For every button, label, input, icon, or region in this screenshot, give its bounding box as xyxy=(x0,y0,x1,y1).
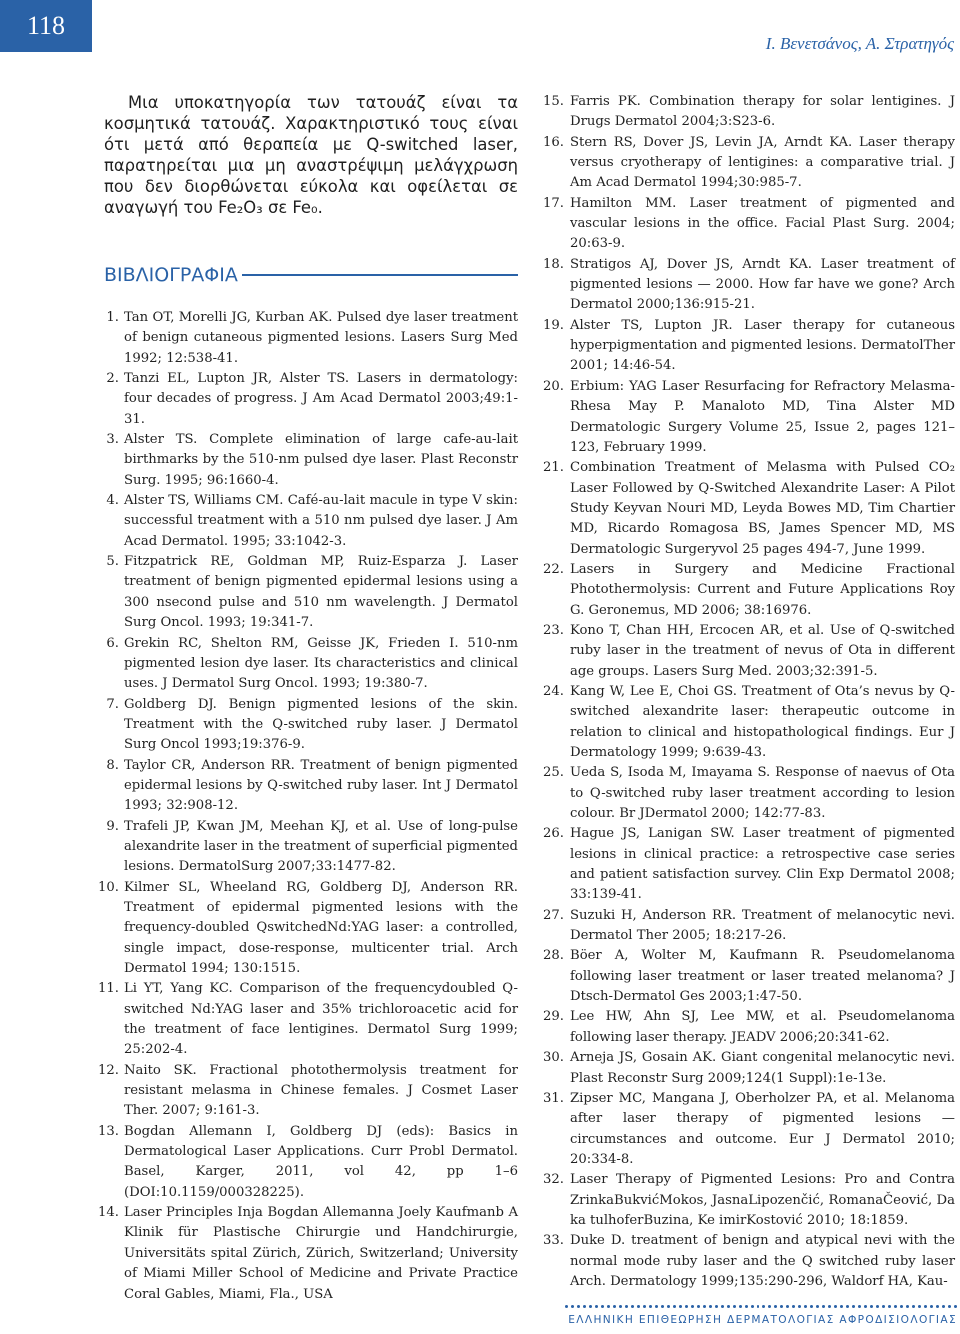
reference-text: Laser Therapy of Pigmented Lesions: Pro and Contra ZrinkaBukvićMokos, JasnaLipozenčić, RomanaČeović, Da ka tulhoferBuzina, Ke imirKostović 2010; 18:1859. xyxy=(570,1172,955,1228)
reference-text: Ueda S, Isoda M, Imayama S. Response of naevus of Ota to Q-switched ruby laser treatment according to lesion colour. Br JDermatol 2000; 142:77-83. xyxy=(570,765,955,822)
left-column xyxy=(98,92,518,1305)
reference-text: Stratigos AJ, Dover JS, Arndt KA. Laser treatment of pigmented lesions — 2000. How far have we gone? Arch Dermatol 2000;136:915-21. xyxy=(570,256,955,313)
reference-item xyxy=(543,621,955,682)
footer-dot xyxy=(918,1305,921,1308)
reference-number: 24. xyxy=(543,683,564,699)
reference-item xyxy=(543,824,955,905)
reference-text: Naito SK. Fractional photothermolysis treatment for resistant melasma in Chinese females. J Cosmet Laser Ther. 2007; 9:161-3. xyxy=(124,1062,518,1119)
reference-text: Stern RS, Dover JS, Levin JA, Arndt KA. Laser therapy versus cryotherapy of lentigines: a comparative trial. J Am Acad Dermatol 1994;30:985-7. xyxy=(570,134,955,191)
footer xyxy=(565,1305,957,1326)
reference-item xyxy=(543,255,955,316)
footer-dot xyxy=(924,1305,927,1308)
reference-item xyxy=(98,1061,518,1122)
reference-number: 28. xyxy=(543,948,564,964)
reference-item xyxy=(543,316,955,377)
reference-item xyxy=(543,906,955,947)
reference-text: Tan OT, Morelli JG, Kurban AK. Pulsed dye laser treatment of benign cutaneous pigmented lesions. Lasers Surg Med 1992; 12:538-41. xyxy=(124,310,518,366)
reference-item xyxy=(104,756,518,817)
footer-dot xyxy=(840,1305,843,1308)
footer-dot xyxy=(721,1305,724,1308)
reference-item xyxy=(543,377,955,458)
footer-dot xyxy=(942,1305,945,1308)
reference-text: Alster TS, Williams CM. Café-au-lait macule in type V skin: successful treatment with a 510 nm pulsed dye laser. J Am Acad Dermatol. 1995; 33:1042-3. xyxy=(124,493,518,549)
reference-item xyxy=(543,946,955,1007)
footer-dot xyxy=(655,1305,658,1308)
reference-text: Duke D. treatment of benign and atypical nevi with the normal mode ruby laser and the Q switched ruby laser Arch. Dermatology 1999;135:290-296, Waldorf HA, Kau- xyxy=(570,1233,955,1289)
reference-text: Trafeli JP, Kwan JM, Meehan KJ, et al. Use of long-pulse alexandrite laser in the treatment of superficial pigmented lesions. DermatolSurg 2007;33:1477-82. xyxy=(124,818,518,875)
footer-dot xyxy=(571,1305,574,1308)
section-heading xyxy=(104,264,518,286)
reference-text: Farris PK. Combination therapy for solar lentigines. J Drugs Dermatol 2004;3:S23-6. xyxy=(570,94,955,130)
reference-number: 27. xyxy=(543,907,564,923)
footer-dot xyxy=(691,1305,694,1308)
intro-paragraph: Μια υποκατηγορία των τατουάζ είναι τα κοσμητικά τατουάζ. Χαρακτηριστικό τους είναι ότι μετά από θεραπεία με Q-switched laser, παρατηρείται μια μη αναστρέψιμη μελάγχρωση που δεν διορθώνεται εύκολα και οφείλεται σε αναγωγή του Fe₂O₃ σε Fe₀. xyxy=(104,93,518,217)
reference-item xyxy=(104,308,518,369)
footer-dot xyxy=(697,1305,700,1308)
footer-dot xyxy=(643,1305,646,1308)
footer-dot xyxy=(822,1305,825,1308)
reference-item xyxy=(543,682,955,763)
footer-dot xyxy=(762,1305,765,1308)
footer-dot xyxy=(583,1305,586,1308)
footer-dot xyxy=(757,1305,760,1308)
reference-item xyxy=(104,695,518,756)
reference-number: 23. xyxy=(543,622,564,638)
reference-number: 26. xyxy=(543,826,564,842)
footer-dot xyxy=(846,1305,849,1308)
footer-dot xyxy=(619,1305,622,1308)
footer-dot xyxy=(876,1305,879,1308)
page-number-box xyxy=(0,0,92,52)
reference-text: Fitzpatrick RE, Goldman MP, Ruiz-Esparza J. Laser treatment of benign pigmented epidermal lesions using a 300 nsecond pulse and 510 nm wavelength. J Dermatol Surg Oncol. 1993; 19:341-7. xyxy=(124,554,518,631)
reference-item xyxy=(98,979,518,1060)
reference-item xyxy=(543,1007,955,1048)
footer-dot xyxy=(679,1305,682,1308)
reference-item xyxy=(543,194,955,255)
reference-item xyxy=(543,1089,955,1170)
reference-item xyxy=(543,560,955,621)
reference-number: 14. xyxy=(98,1205,119,1221)
reference-list-right xyxy=(543,92,955,1292)
reference-item xyxy=(543,458,955,560)
reference-number: 30. xyxy=(543,1050,564,1066)
footer-dot xyxy=(565,1305,568,1308)
reference-text: Lee HW, Ahn SJ, Lee MW, et al. Pseudomelanoma following laser therapy. JEADV 2006;20:341-62. xyxy=(570,1009,955,1045)
reference-text: Alster TS. Complete elimination of large cafe-au-lait birthmarks by the 510-nm pulsed dye laser. Plast Reconstr Surg. 1995; 96:1660-4. xyxy=(124,432,518,488)
footer-dot xyxy=(625,1305,628,1308)
reference-number: 19. xyxy=(543,317,564,333)
footer-dot xyxy=(768,1305,771,1308)
footer-dot xyxy=(607,1305,610,1308)
reference-number: 29. xyxy=(543,1009,564,1025)
reference-text: Tanzi EL, Lupton JR, Alster TS. Lasers in dermatology: four decades of progress. J Am Acad Dermatol 2003;49:1-31. xyxy=(124,371,518,427)
footer-dot xyxy=(589,1305,592,1308)
reference-text: Arneja JS, Gosain AK. Giant congenital melanocytic nevi. Plast Reconstr Surg 2009;124(1 Suppl):1e-13e. xyxy=(570,1050,955,1086)
footer-dot xyxy=(780,1305,783,1308)
reference-item xyxy=(543,133,955,194)
reference-number: 17. xyxy=(543,195,564,211)
footer-dot xyxy=(816,1305,819,1308)
footer-dot xyxy=(613,1305,616,1308)
reference-item xyxy=(543,1048,955,1089)
reference-number: 22. xyxy=(543,561,564,577)
reference-text: Lasers in Surgery and Medicine Fractional Photothermolysis: Current and Future Applications Roy G. Geronemus, MD 2006; 38:16976. xyxy=(570,561,955,618)
reference-text: Taylor CR, Anderson RR. Treatment of benign pigmented epidermal lesions by Q-switched ruby laser. Int J Dermatol 1993; 32:908-12. xyxy=(124,757,518,814)
footer-dot xyxy=(745,1305,748,1308)
footer-dot xyxy=(792,1305,795,1308)
footer-dot xyxy=(894,1305,897,1308)
reference-number: 15. xyxy=(543,94,564,109)
reference-item xyxy=(104,634,518,695)
footer-dot xyxy=(834,1305,837,1308)
reference-item xyxy=(543,1231,955,1292)
footer-dot xyxy=(685,1305,688,1308)
reference-text: Goldberg DJ. Benign pigmented lesions of the skin. Treatment with the Q-switched ruby laser. J Dermatol Surg Oncol 1993;19:376-9. xyxy=(124,696,518,753)
footer-dot xyxy=(667,1305,670,1308)
footer-dot xyxy=(631,1305,634,1308)
footer-dot xyxy=(649,1305,652,1308)
footer-journal-title: ΕΛΛΗΝΙΚΗ ΕΠΙΘΕΩΡΗΣΗ ΔΕΡΜΑΤΟΛΟΓΙΑΣ ΑΦΡΟΔΙΣΙΟΛΟΓΙΑΣ xyxy=(568,1314,957,1326)
footer-dot xyxy=(637,1305,640,1308)
footer-dot xyxy=(577,1305,580,1308)
reference-text: Erbium: YAG Laser Resurfacing for Refractory Melasma-Rhesa May P. Manaloto MD, Tina Alster MD Dermatologic Surgery Volume 25, Issue 2, pages 121–123, February 1999. xyxy=(570,378,955,455)
section-rule xyxy=(242,274,518,276)
reference-item xyxy=(543,92,955,133)
reference-text: Hague JS, Lanigan SW. Laser treatment of pigmented lesions in clinical practice: a retrospective case series and patient satisfaction survey. Clin Exp Dermatol 2008; 33:139-41. xyxy=(570,826,955,903)
page-number: 118 xyxy=(26,11,66,40)
reference-text: Laser Principles Inja Bogdan Allemanna Joely Kaufmanb A Klinik für Plastische Chirurgie und Handchirurgie, Universitäts spital Zürich, Zürich, Switzerland; University of Miami Miller School of Medicine and Private Practice Coral Gables, Miami, Fla., USA xyxy=(124,1205,518,1302)
footer-dot xyxy=(673,1305,676,1308)
footer-dot xyxy=(948,1305,951,1308)
footer-dot xyxy=(936,1305,939,1308)
reference-number: 3. xyxy=(106,432,119,448)
reference-item xyxy=(98,878,518,980)
footer-dot xyxy=(810,1305,813,1308)
footer-dot xyxy=(906,1305,909,1308)
footer-dot xyxy=(930,1305,933,1308)
footer-dot xyxy=(774,1305,777,1308)
footer-dot xyxy=(661,1305,664,1308)
footer-dot xyxy=(870,1305,873,1308)
reference-text: Kang W, Lee E, Choi GS. Treatment of Ota’s nevus by Q-switched alexandrite laser: therapeutic outcome in relation to clinical and histopathological findings. Eur J Dermatology 1999; 9:639-43. xyxy=(570,683,955,760)
reference-number: 18. xyxy=(543,256,564,272)
reference-text: Kilmer SL, Wheeland RG, Goldberg DJ, Anderson RR. Treatment of epidermal pigmented lesions with the frequency-doubled QswitchedNd:YAG laser: a controlled, single impact, dose-response, multicenter trial. Arch Dermatol 1994; 130:1515. xyxy=(124,879,518,976)
section-title: ΒΙΒΛΙΟΓΡΑΦΙΑ xyxy=(104,264,238,286)
reference-text: Grekin RC, Shelton RM, Geisse JK, Frieden I. 510-nm pigmented lesion dye laser. Its characteristics and clinical uses. J Dermatol Surg Oncol. 1993; 19:380-7. xyxy=(124,635,518,692)
reference-text: Bogdan Allemann I, Goldberg DJ (eds): Basics in Dermatological Laser Applications. Curr Probl Dermatol. Basel, Karger, 2011, vol 42, pp 1–6 (DOI:10.1159/000328225). xyxy=(124,1123,518,1200)
reference-number: 4. xyxy=(106,493,119,509)
reference-number: 32. xyxy=(543,1172,564,1188)
footer-dot xyxy=(733,1305,736,1308)
footer-dot xyxy=(727,1305,730,1308)
footer-dot xyxy=(595,1305,598,1308)
reference-number: 16. xyxy=(543,134,564,150)
reference-item xyxy=(104,430,518,491)
footer-dot xyxy=(888,1305,891,1308)
footer-dot xyxy=(858,1305,861,1308)
footer-dot xyxy=(739,1305,742,1308)
reference-item xyxy=(543,1170,955,1231)
reference-number: 25. xyxy=(543,765,564,781)
right-column xyxy=(543,92,955,1292)
reference-list-left xyxy=(98,308,518,1305)
reference-item xyxy=(104,491,518,552)
reference-item xyxy=(98,1203,518,1305)
footer-dot xyxy=(852,1305,855,1308)
reference-number: 7. xyxy=(106,696,119,712)
reference-item xyxy=(543,763,955,824)
footer-dot xyxy=(709,1305,712,1308)
footer-dot xyxy=(900,1305,903,1308)
reference-text: Kono T, Chan HH, Ercocen AR, et al. Use of Q-switched ruby laser in the treatment of nevus of Ota in different age groups. Lasers Surg Med. 2003;32:391-5. xyxy=(570,622,955,679)
footer-dot xyxy=(954,1305,957,1308)
reference-item xyxy=(104,817,518,878)
reference-text: Combination Treatment of Melasma with Pulsed CO₂ Laser Followed by Q-Switched Alexandrite Laser: A Pilot Study Keyvan Nouri MD, Leyda Bowes MD, Tim Chartier MD, Ricardo Romagosa BS, James Spencer MD, MS Dermatologic Surgeryvol 25 pages 494-7, June 1999. xyxy=(570,460,955,557)
reference-number: 13. xyxy=(98,1123,119,1139)
footer-dot xyxy=(786,1305,789,1308)
footer-dot xyxy=(828,1305,831,1308)
reference-item xyxy=(104,369,518,430)
reference-text: Zipser MC, Mangana J, Oberholzer PA, et al. Melanoma after laser therapy of pigmented lesions — circumstances and outcome. Eur J Dermatol 2010; 20:334-8. xyxy=(570,1090,955,1167)
reference-number: 33. xyxy=(543,1233,564,1249)
reference-number: 12. xyxy=(98,1062,119,1078)
reference-text: Suzuki H, Anderson RR. Treatment of melanocytic nevi. Dermatol Ther 2005; 18:217-26. xyxy=(570,907,955,944)
reference-number: 2. xyxy=(106,371,119,387)
footer-dot xyxy=(703,1305,706,1308)
footer-dot xyxy=(715,1305,718,1308)
reference-number: 5. xyxy=(106,554,119,570)
reference-number: 8. xyxy=(106,757,119,773)
footer-dot xyxy=(882,1305,885,1308)
footer-dot xyxy=(912,1305,915,1308)
reference-number: 1. xyxy=(106,310,119,325)
footer-dot-rule xyxy=(565,1305,957,1308)
footer-dot xyxy=(804,1305,807,1308)
reference-item xyxy=(104,552,518,633)
reference-number: 20. xyxy=(543,378,564,394)
reference-number: 10. xyxy=(98,879,119,895)
reference-number: 21. xyxy=(543,460,564,476)
reference-item xyxy=(98,1122,518,1203)
footer-dot xyxy=(601,1305,604,1308)
footer-dot xyxy=(864,1305,867,1308)
footer-dot xyxy=(751,1305,754,1308)
reference-text: Böer A, Wolter M, Kaufmann R. Pseudomelanoma following laser treatment or laser treated melanoma? J Dtsch-Dermatol Ges 2003;1:47-50. xyxy=(570,948,955,1005)
reference-number: 9. xyxy=(106,818,119,834)
reference-text: Hamilton MM. Laser treatment of pigmented and vascular lesions in the office. Facial Plast Surg. 2004; 20:63-9. xyxy=(570,195,955,252)
reference-number: 11. xyxy=(98,981,119,997)
reference-number: 31. xyxy=(543,1090,564,1106)
reference-text: Li YT, Yang KC. Comparison of the frequencydoubled Q-switched Nd:YAG laser and 35% trichloroacetic acid for the treatment of face lentigines. Dermatol Surg 1999; 25:202-4. xyxy=(124,981,518,1058)
footer-dot xyxy=(798,1305,801,1308)
reference-text: Alster TS, Lupton JR. Laser therapy for cutaneous hyperpigmentation and pigmented lesions. DermatolTher 2001; 14:46-54. xyxy=(570,317,955,374)
running-head: Ι. Βενετσάνος, Α. Στρατηγός xyxy=(765,34,954,53)
reference-number: 6. xyxy=(106,635,119,651)
